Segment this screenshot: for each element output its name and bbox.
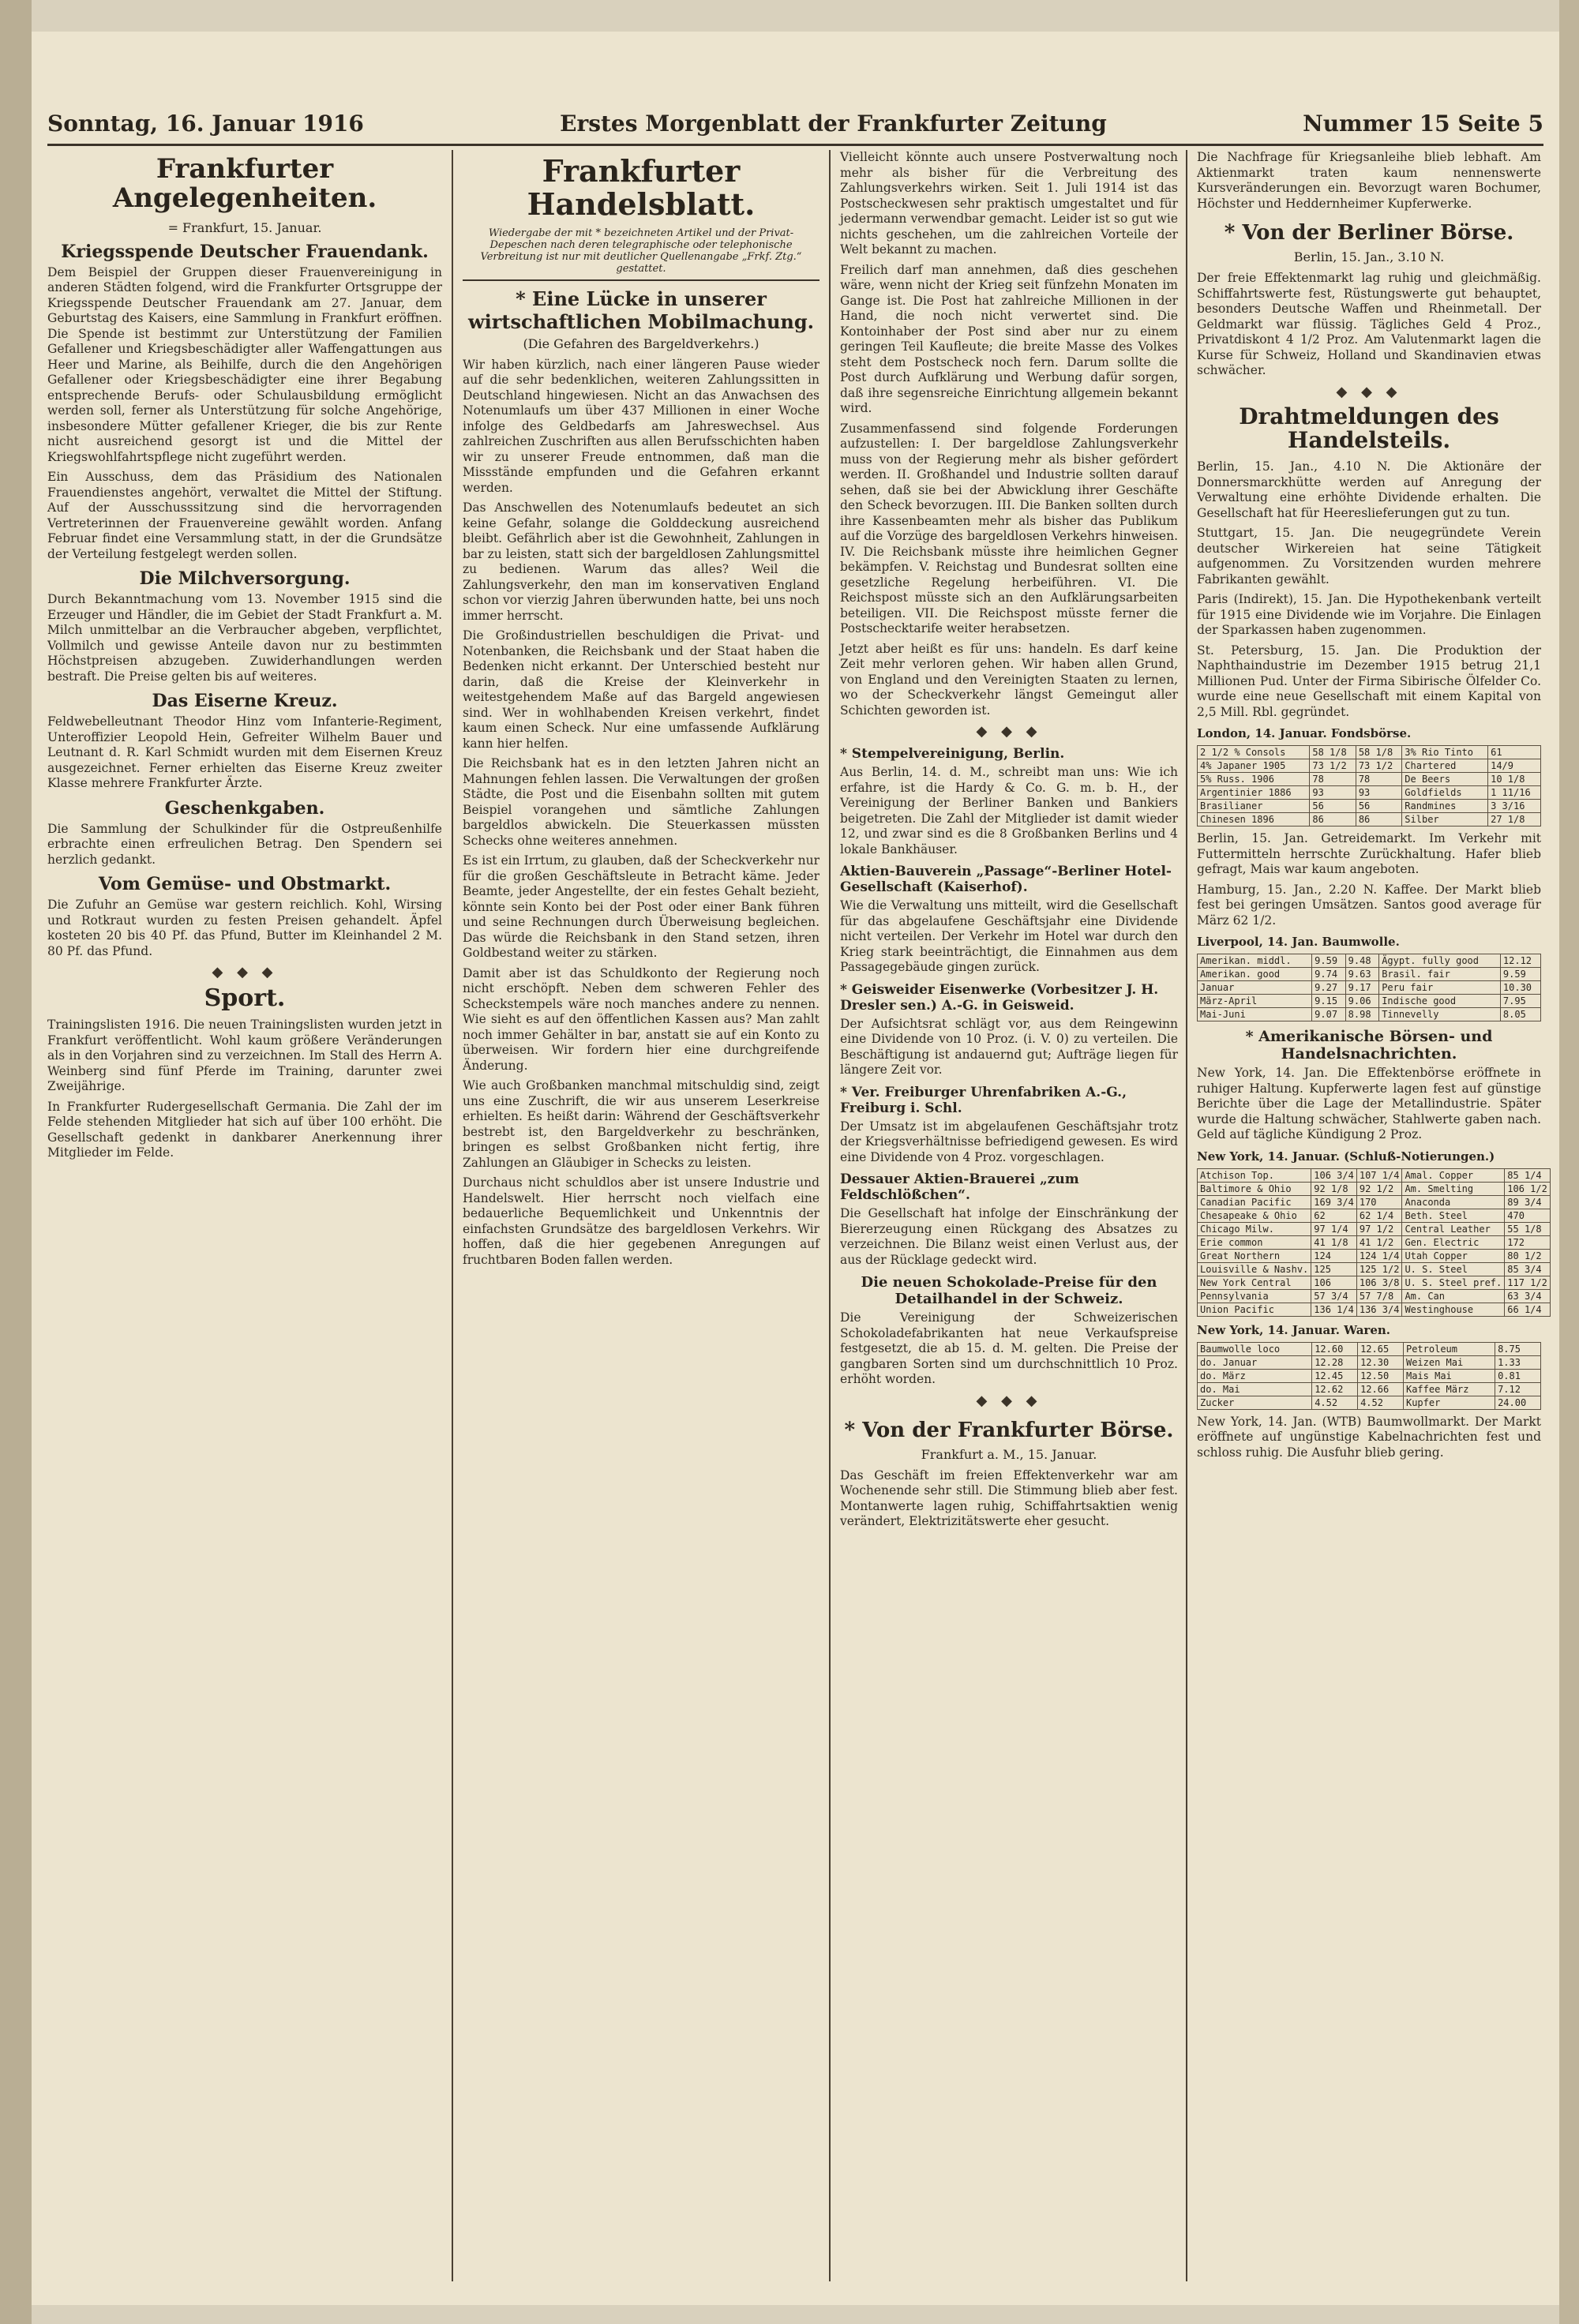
table-cell: 56 [1310, 800, 1356, 813]
table-cell: 97 1/2 [1356, 1222, 1402, 1235]
table-cell: 125 1/2 [1356, 1262, 1402, 1276]
table-cell: 63 3/4 [1505, 1289, 1551, 1303]
newspaper-page [32, 32, 1559, 2305]
table-cell: Tinnevelly [1379, 1008, 1501, 1021]
table-cell: do. März [1198, 1369, 1312, 1382]
article-paragraph: Der Umsatz ist im abgelaufenen Geschäftsjahr trotz der Kriegsverhältnisse befriedigend gewesen. Es wird eine Dividende von 4 Proz. vorgeschlagen. [840, 1119, 1178, 1164]
table-row [1198, 1182, 1551, 1195]
table-cell: 470 [1505, 1209, 1551, 1222]
article-heading: * Von der Frankfurter Börse. [844, 1418, 1174, 1442]
dateline: Berlin, 15. Jan., 3.10 N. [1293, 249, 1445, 264]
table-row [1198, 995, 1541, 1008]
table-cell: 0.81 [1495, 1369, 1541, 1382]
table-row [1198, 1369, 1541, 1382]
table-row [1198, 1262, 1551, 1276]
table-cell: 9.17 [1345, 981, 1379, 995]
column-divider [829, 150, 831, 2281]
article-paragraph: Das Anschwellen des Notenumlaufs bedeutet an sich keine Gefahr, solange die Golddeckung ausreichend bleibt. Gefährlich aber ist die Gewohnheit, Zahlungen in bar zu leisten, statt sich der bargeldlosen Zahlungsmittel zu bedienen. Warum das alles? Weil die Zahlungsverkehr, den man im konservativen England schon vor vierzig Jahren überwunden hatte, bei uns noch immer herrscht. [463, 500, 820, 623]
table-row [1198, 1195, 1551, 1209]
table-cell: 58 1/8 [1310, 746, 1356, 759]
table-cell: Brasilianer [1198, 800, 1310, 813]
article-paragraph: Die Reichsbank hat es in den letzten Jahren nicht an Mahnungen fehlen lassen. Die Verwaltungen der großen Städte, die Post und die Eisenbahn sollten mit gutem Beispiel vorangehen und sämtliche Zahlungen bargeldlos abwickeln. Die Steuerkassen müssten Schecks ohne weiteres annehmen. [463, 756, 820, 848]
masthead-date: Sonntag, 16. Januar 1916 [47, 110, 364, 137]
table-cell: 124 [1311, 1249, 1357, 1262]
table-cell: Louisville & Nashv. [1198, 1262, 1311, 1276]
table-cell: Am. Can [1402, 1289, 1505, 1303]
table-cell: 7.12 [1495, 1382, 1541, 1396]
table-cell: 93 [1356, 786, 1401, 800]
table-cell: Chinesen 1896 [1198, 813, 1310, 827]
table-cell: 9.59 [1500, 968, 1540, 981]
table-cell: 86 [1356, 813, 1401, 827]
table-cell: 1.33 [1495, 1355, 1541, 1369]
article-paragraph: Stuttgart, 15. Jan. Die neugegründete Verein deutscher Wirkereien hat seine Tätigkeit aufgenommen. Zu Vorsitzenden wurden mehrere Fabrikanten gewählt. [1197, 526, 1541, 587]
article-paragraph: Die Zufuhr an Gemüse war gestern reichlich. Kohl, Wirsing und Rotkraut wurden zu festen Preisen gehandelt. Äpfel kosteten 20 bis 40 Pf. das Pfund, Butter im Kleinhandel 2 M. 80 Pf. das Pfund. [47, 898, 442, 958]
article-paragraph: Hamburg, 15. Jan., 2.20 N. Kaffee. Der Markt blieb fest bei geringen Umsätzen. Santos good average für März 62 1/2. [1197, 882, 1541, 928]
table-cell: 106 1/2 [1505, 1182, 1551, 1195]
table-cell: Erie common [1198, 1235, 1311, 1249]
table-cell: 12.45 [1312, 1369, 1358, 1382]
article-heading: Aktien-Bauverein „Passage“-Berliner Hotel-Gesellschaft (Kaiserhof). [840, 864, 1172, 895]
table-cell: Januar [1198, 981, 1312, 995]
table-cell: New York Central [1198, 1276, 1311, 1289]
table-cell: 9.06 [1345, 995, 1379, 1008]
new-york-commodities-table [1197, 1342, 1541, 1410]
article-paragraph: Es ist ein Irrtum, zu glauben, daß der Scheckverkehr nur für die großen Geschäftsleute in Betracht käme. Jeder Beamte, jeder Angestellte, der ein festes Gehalt bezieht, könnte sein Konto bei der Post oder einer Bank führen und seine Rechnungen durch Überweisung begleichen. Das würde die Reichsbank in den Stand setzen, ihren Goldbestand weiter zu stärken. [463, 853, 820, 961]
reproduction-note: Wiedergabe der mit * bezeichneten Artikel und der Privat-Depeschen nach deren telegraphische oder telephonische Verbreitung ist nur mit deutlicher Quellenangabe „Frkf. Ztg.“ gestattet. [480, 227, 802, 275]
section-title-business: Frankfurter Handelsblatt. [527, 153, 756, 222]
article-heading: Die neuen Schokolade-Preise für den Detailhandel in der Schweiz. [861, 1274, 1157, 1307]
divider-ornament: ◆ ◆ ◆ [976, 723, 1042, 740]
table-cell: 136 3/4 [1356, 1303, 1402, 1316]
table-title: London, 14. Januar. Fondsbörse. [1197, 726, 1412, 741]
table-row [1198, 746, 1541, 759]
masthead-paper-title: Erstes Morgenblatt der Frankfurter Zeitung [560, 110, 1107, 137]
dateline: = Frankfurt, 15. Januar. [167, 219, 322, 235]
section-title-sport: Sport. [204, 984, 286, 1013]
table-cell: Baumwolle loco [1198, 1342, 1312, 1355]
table-row [1198, 1235, 1551, 1249]
article-paragraph: New York, 14. Jan. Die Effektenbörse eröffnete in ruhiger Haltung. Kupferwerte lagen fest auf günstige Berichte über die Lage der Metallindustrie. Später wurde die Haltung schwächer, Stahlwerte gaben nach. Geld auf tägliche Kündigung 2 Proz. [1197, 1066, 1541, 1142]
table-cell: 124 1/4 [1356, 1249, 1402, 1262]
table-cell: 117 1/2 [1505, 1276, 1551, 1289]
table-row [1198, 1209, 1551, 1222]
table-cell: 57 3/4 [1311, 1289, 1357, 1303]
table-cell: 85 3/4 [1505, 1262, 1551, 1276]
table-cell: 2 1/2 % Consols [1198, 746, 1310, 759]
table-row [1198, 1382, 1541, 1396]
table-cell: 136 1/4 [1311, 1303, 1357, 1316]
table-cell: März-April [1198, 995, 1312, 1008]
table-cell: Chartered [1402, 759, 1488, 773]
table-cell: 93 [1310, 786, 1356, 800]
table-row [1198, 981, 1541, 995]
table-cell: 9.63 [1345, 968, 1379, 981]
page-left-edge [0, 0, 32, 2324]
table-cell: Pennsylvania [1198, 1289, 1311, 1303]
table-cell: Petroleum [1403, 1342, 1495, 1355]
column-business [463, 150, 820, 2289]
table-cell: 62 [1311, 1209, 1357, 1222]
article-paragraph: Die Gesellschaft hat infolge der Einschränkung der Biererzeugung einen Rückgang des Absatzes zu verzeichnen. Die Bilanz weist einen Verlust aus, der aus der Rücklage gedeckt wird. [840, 1206, 1178, 1267]
table-cell: 3% Rio Tinto [1402, 746, 1488, 759]
table-cell: 41 1/8 [1311, 1235, 1357, 1249]
table-cell: Kaffee März [1403, 1382, 1495, 1396]
masthead-rule [47, 144, 1543, 146]
table-cell: Central Leather [1402, 1222, 1505, 1235]
table-cell: 12.50 [1358, 1369, 1404, 1382]
article-heading: Vom Gemüse- und Obstmarkt. [98, 874, 392, 895]
liverpool-cotton-table [1197, 954, 1541, 1021]
table-cell: 27 1/8 [1488, 813, 1541, 827]
table-cell: 172 [1505, 1235, 1551, 1249]
table-cell: 58 1/8 [1356, 746, 1401, 759]
article-paragraph: Die Vereinigung der Schweizerischen Schokoladefabrikanten hat neue Verkaufspreise festgesetzt, die ab 15. d. M. gelten. Die Preise der gangbaren Sorten sind um durchschnittlich 10 Proz. erhöht worden. [840, 1310, 1178, 1386]
table-row [1198, 773, 1541, 786]
table-cell: 56 [1356, 800, 1401, 813]
article-heading: * Ver. Freiburger Uhrenfabriken A.-G., Freiburg i. Schl. [840, 1084, 1127, 1116]
table-cell: 92 1/8 [1311, 1182, 1357, 1195]
table-cell: 12.66 [1358, 1382, 1404, 1396]
article-paragraph: Der freie Effektenmarkt lag ruhig und gleichmäßig. Schiffahrtswerte fest, Rüstungswerte gut behauptet, besonders Deutsche Waffen und Rheinmetall. Der Geldmarkt war flüssig. Tägliches Geld 4 Proz., Privatdiskont 4 1/2 Proz. Am Valutenmarkt lagen die Kurse für Schweiz, Holland und Skandinavien etwas schwächer. [1197, 271, 1541, 377]
table-row [1198, 813, 1541, 827]
table-row [1198, 800, 1541, 813]
table-cell: Silber [1402, 813, 1488, 827]
new-york-quotes-table [1197, 1168, 1551, 1317]
table-cell: 107 1/4 [1356, 1168, 1402, 1182]
table-cell: Utah Copper [1402, 1249, 1505, 1262]
table-cell: 10 1/8 [1488, 773, 1541, 786]
table-cell: 85 1/4 [1505, 1168, 1551, 1182]
table-cell: 9.74 [1312, 968, 1346, 981]
table-cell: 1 11/16 [1488, 786, 1541, 800]
london-quotes-table [1197, 745, 1541, 827]
table-title: Liverpool, 14. Jan. Baumwolle. [1197, 935, 1400, 950]
table-cell: Weizen Mai [1403, 1355, 1495, 1369]
table-cell: 73 1/2 [1310, 759, 1356, 773]
table-cell: 78 [1310, 773, 1356, 786]
article-paragraph: Zusammenfassend sind folgende Forderungen aufzustellen: I. Der bargeldlose Zahlungsverkehr muss von der Regierung mehr als bisher gefördert werden. II. Großhandel und Industrie sollten darauf sehen, daß sie bei der Abwicklung ihrer Geschäfte den Scheck bevorzugen. III. Die Banken sollten durch ihre Kassenbeamten mehr als bisher das Publikum auf die Vorzüge des bargeldlosen Verkehrs hinweisen. IV. Die Reichsbank müsste ihre heimlichen Gegner bekämpfen. V. Reichstag und Bundesrat sollten eine gesetzliche Regelung herbeiführen. VI. Die Reichspost müsste sich an den Aufklärungsarbeiten beteiligen. VII. Die Reichspost müsste ferner die Postschecktarife weiter herabsetzen. [840, 421, 1178, 635]
table-cell: Union Pacific [1198, 1303, 1311, 1316]
table-cell: 9.07 [1312, 1008, 1346, 1021]
table-cell: Baltimore & Ohio [1198, 1182, 1311, 1195]
table-cell: U. S. Steel pref. [1402, 1276, 1505, 1289]
table-cell: 62 1/4 [1356, 1209, 1402, 1222]
article-heading: Kriegsspende Deutscher Frauendank. [61, 241, 429, 262]
table-cell: Peru fair [1379, 981, 1501, 995]
article-heading: Die Milchversorgung. [139, 568, 351, 590]
table-row [1198, 968, 1541, 981]
table-cell: 106 3/8 [1356, 1276, 1402, 1289]
article-paragraph: Die Nachfrage für Kriegsanleihe blieb lebhaft. Am Aktienmarkt traten kaum nennenswerte Kursveränderungen ein. Bevorzugt waren Bochumer, Höchster und Heddernheimer Kupferwerke. [1197, 150, 1541, 211]
table-cell: 5% Russ. 1906 [1198, 773, 1310, 786]
table-cell: U. S. Steel [1402, 1262, 1505, 1276]
article-paragraph: Feldwebelleutnant Theodor Hinz vom Infanterie-Regiment, Unteroffizier Leopold Hein, Gefreiter Wilhelm Bauer und Leutnant d. R. Karl Schmidt wurden mit dem Eisernen Kreuz ausgezeichnet. Ferner erhielten das Eiserne Kreuz zweiter Klasse mehrere Frankfurter Ärzte. [47, 714, 442, 791]
table-cell: Amerikan. middl. [1198, 954, 1312, 968]
article-paragraph: New York, 14. Jan. (WTB) Baumwollmarkt. Der Markt eröffnete auf ungünstige Kabelnachrichten fest und schloss ruhig. Die Ausfuhr blieb gering. [1197, 1414, 1541, 1460]
table-cell: 4.52 [1312, 1396, 1358, 1409]
table-cell: 8.05 [1500, 1008, 1540, 1021]
article-paragraph: Wie auch Großbanken manchmal mitschuldig sind, zeigt uns eine Zuschrift, die wir aus unserem Leserkreise erhielten. Es heißt darin: Während der Geschäftsverkehr bestrebt ist, den Bargeldverkehr zu beschränken, bringen es selbst Großbanken nicht fertig, ihre Zahlungen an Gläubiger in Schecks zu leisten. [463, 1078, 820, 1170]
table-cell: 4% Japaner 1905 [1198, 759, 1310, 773]
table-cell: 57 7/8 [1356, 1289, 1402, 1303]
table-cell: 12.65 [1358, 1342, 1404, 1355]
table-cell: 9.27 [1312, 981, 1346, 995]
article-heading: Dessauer Aktien-Brauerei „zum Feldschlößchen“. [840, 1171, 1079, 1203]
article-paragraph: Der Aufsichtsrat schlägt vor, aus dem Reingewinn eine Dividende von 10 Proz. (i. V. 0) zu verteilen. Die Beschäftigung ist andauernd gut; Aufträge liegen für längere Zeit vor. [840, 1016, 1178, 1077]
table-cell: 169 3/4 [1311, 1195, 1357, 1209]
article-heading: * Stempelvereinigung, Berlin. [840, 746, 1065, 762]
article-paragraph: In Frankfurter Rudergesellschaft Germania. Die Zahl der im Felde stehenden Mitglieder hat sich auf über 100 erhöht. Die Gesellschaft gedenkt in dankbarer Anerkennung ihrer Mitglieder im Felde. [47, 1099, 442, 1160]
table-cell: 4.52 [1358, 1396, 1404, 1409]
table-row [1198, 1342, 1541, 1355]
table-cell: 66 1/4 [1505, 1303, 1551, 1316]
table-row [1198, 1396, 1541, 1409]
table-cell: Randmines [1402, 800, 1488, 813]
table-cell: 89 3/4 [1505, 1195, 1551, 1209]
table-cell: Ägypt. fully good [1379, 954, 1501, 968]
table-cell: Anaconda [1402, 1195, 1505, 1209]
table-row [1198, 1222, 1551, 1235]
article-paragraph: Berlin, 15. Jan., 4.10 N. Die Aktionäre der Donnersmarckhütte werden auf Anregung der Verwaltung eine erhöhte Dividende erhalten. Die Gesellschaft hat für Heereslieferungen gut zu tun. [1197, 459, 1541, 520]
table-cell: 92 1/2 [1356, 1182, 1402, 1195]
table-cell: Brasil. fair [1379, 968, 1501, 981]
table-cell: Zucker [1198, 1396, 1312, 1409]
table-cell: 10.30 [1500, 981, 1540, 995]
table-cell: 9.48 [1345, 954, 1379, 968]
table-cell: Mais Mai [1403, 1369, 1495, 1382]
table-row [1198, 1008, 1541, 1021]
table-cell: 78 [1356, 773, 1401, 786]
table-cell: do. Mai [1198, 1382, 1312, 1396]
article-paragraph: Die Großindustriellen beschuldigen die Privat- und Notenbanken, die Reichsbank und der Staat haben die Bedenken nicht erkannt. Der Unterschied besteht nur darin, daß die Kreise der Kleinverkehr in weitestgehendem Maße auf das Bargeld angewiesen sind. Wer in wohlhabenden Kreisen verkehrt, findet kaum einen Scheck. Nur eine umfassende Aufklärung kann hier helfen. [463, 628, 820, 751]
table-cell: 125 [1311, 1262, 1357, 1276]
article-heading: Das Eiserne Kreuz. [152, 691, 338, 712]
table-cell: 12.60 [1312, 1342, 1358, 1355]
article-heading: Geschenkgaben. [164, 797, 325, 819]
table-cell: 9.59 [1312, 954, 1346, 968]
table-cell: 12.62 [1312, 1382, 1358, 1396]
table-cell: Chicago Milw. [1198, 1222, 1311, 1235]
table-cell: 86 [1310, 813, 1356, 827]
divider-ornament: ◆ ◆ ◆ [212, 964, 278, 981]
article-paragraph: Paris (Indirekt), 15. Jan. Die Hypothekenbank verteilt für 1915 eine Dividende wie im Vorjahre. Die Einlagen der Sparkassen haben zugenommen. [1197, 592, 1541, 638]
article-paragraph: Die Sammlung der Schulkinder für die Ostpreußenhilfe erbrachte einen erfreulichen Betrag. Den Spendern sei herzlich gedankt. [47, 821, 442, 867]
table-cell: Gen. Electric [1402, 1235, 1505, 1249]
table-row [1198, 1168, 1551, 1182]
divider-ornament: ◆ ◆ ◆ [1336, 383, 1402, 400]
article-paragraph: Wir haben kürzlich, nach einer längeren Pause wieder auf die sehr bedenklichen, weiteren Zahlungssitten in Deutschland hingewiesen. Nicht an das Anwachsen des Notenumlaufs um über 437 Millionen in einer Woche infolge des Geldbedarfs am Jahreswechsel. Aus zahlreichen Zuschriften aus allen Berufsschichten haben wir zu unserer Freude entnommen, daß man die Missstände empfunden und die Gefahren erkannt werden. [463, 357, 820, 495]
column-divider [452, 150, 453, 2281]
table-cell: 106 [1311, 1276, 1357, 1289]
table-cell: Atchison Top. [1198, 1168, 1311, 1182]
divider-ornament: ◆ ◆ ◆ [976, 1392, 1042, 1409]
table-title: New York, 14. Januar. (Schluß-Notierungen.) [1197, 1149, 1495, 1164]
article-paragraph: Das Geschäft im freien Effektenverkehr war am Wochenende sehr still. Die Stimmung blieb aber fest. Montanwerte lagen ruhig, Schiffahrtsaktien wenig verändert, Elektrizitätswerte eher gesucht. [840, 1467, 1178, 1528]
page-right-edge [1559, 0, 1579, 2324]
table-cell: 12.12 [1500, 954, 1540, 968]
article-paragraph: Trainingslisten 1916. Die neuen Trainingslisten wurden jetzt in Frankfurt veröffentlicht. Wohl kaum größere Veränderungen als in den Vorjahren sind zu verzeichnen. Im Stall des Herrn A. Weinberg sind fünf Pferde im Training, darunter zwei Zweijährige. [47, 1018, 442, 1094]
table-cell: Indische good [1379, 995, 1501, 1008]
table-cell: 61 [1488, 746, 1541, 759]
article-paragraph: Durchaus nicht schuldlos aber ist unsere Industrie und Handelswelt. Hier herrscht noch vielfach eine bedauerliche Bequemlichkeit und Unkenntnis der einfachsten Grundsätze des bargeldlosen Verkehrs. Wir hoffen, daß die hier gegebenen Anregungen auf fruchtbaren Boden fallen werden. [463, 1175, 820, 1267]
column-divider [1186, 150, 1187, 2281]
table-cell: Amal. Copper [1402, 1168, 1505, 1182]
table-row [1198, 786, 1541, 800]
table-cell: 9.15 [1312, 995, 1346, 1008]
article-paragraph: Wie die Verwaltung uns mitteilt, wird die Gesellschaft für das abgelaufene Geschäftsjahr eine Dividende nicht verteilen. Der Verkehr im Hotel war durch den Krieg stark beeinträchtigt, die Einnahmen aus dem Passagegebäude gingen zurück. [840, 898, 1178, 974]
table-row [1198, 954, 1541, 968]
column-markets [1197, 150, 1547, 2289]
table-cell: 12.28 [1312, 1355, 1358, 1369]
table-cell: 170 [1356, 1195, 1402, 1209]
table-cell: 8.98 [1345, 1008, 1379, 1021]
article-heading: * Geisweider Eisenwerke (Vorbesitzer J. H. Dresler sen.) A.-G. in Geisweid. [840, 981, 1159, 1014]
table-title: New York, 14. Januar. Waren. [1197, 1322, 1391, 1337]
table-cell: 97 1/4 [1311, 1222, 1357, 1235]
table-row [1198, 759, 1541, 773]
table-cell: De Beers [1402, 773, 1488, 786]
section-rule [463, 279, 820, 281]
masthead-page-number: Nummer 15 Seite 5 [1303, 110, 1543, 137]
table-cell: Beth. Steel [1402, 1209, 1505, 1222]
article-paragraph: Ein Ausschuss, dem das Präsidium des Nationalen Frauendienstes angehört, verwaltet die Mittel der Stiftung. Auf der Ausschusssitzung sind die hervorragenden Vertreterinnen der Frauenvereine gewählt worden. Anfang Februar findet eine Versammlung statt, in der die Grundsätze der Verteilung festgelegt werden sollen. [47, 470, 442, 561]
table-cell: Amerikan. good [1198, 968, 1312, 981]
article-heading: * Von der Berliner Börse. [1224, 221, 1514, 245]
article-heading: * Amerikanische Börsen- und Handelsnachrichten. [1245, 1028, 1493, 1063]
column-business-cont [840, 150, 1178, 2289]
table-cell: 3 3/16 [1488, 800, 1541, 813]
table-cell: Canadian Pacific [1198, 1195, 1311, 1209]
table-cell: 12.30 [1358, 1355, 1404, 1369]
table-row [1198, 1355, 1541, 1369]
article-paragraph: Durch Bekanntmachung vom 13. November 1915 sind die Erzeuger und Händler, die im Gebiet der Stadt Frankfurt a. M. Milch unmittelbar an die Verbraucher abgeben, verpflichtet, Vollmilch und gewisse Anteile davon nur zu bestimmten Höchstpreisen abzugeben. Zuwiderhandlungen werden bestraft. Die Preise gelten bis auf weiteres. [47, 592, 442, 684]
table-cell: Mai-Juni [1198, 1008, 1312, 1021]
table-cell: 24.00 [1495, 1396, 1541, 1409]
table-cell: Argentinier 1886 [1198, 786, 1310, 800]
article-paragraph: Vielleicht könnte auch unsere Postverwaltung noch mehr als bisher für die Verbreitung des Zahlungsverkehrs wirken. Seit 1. Juli 1914 ist das Postscheckwesen sehr praktisch umgestaltet und für jedermann verwendbar gemacht. Leider ist so gut wie nichts geschehen, um die zahlreichen Vorteile der Welt bekannt zu machen. [840, 150, 1178, 257]
table-cell: 55 1/8 [1505, 1222, 1551, 1235]
article-paragraph: Jetzt aber heißt es für uns: handeln. Es darf keine Zeit mehr verloren gehen. Wir haben allen Grund, von England und den Vereinigten Staaten zu lernen, wo der Scheckverkehr längst Gemeingut aller Schichten geworden ist. [840, 641, 1178, 718]
table-cell: 80 1/2 [1505, 1249, 1551, 1262]
column-local-news [47, 150, 442, 2289]
table-cell: 7.95 [1500, 995, 1540, 1008]
article-paragraph: Dem Beispiel der Gruppen dieser Frauenvereinigung in anderen Städten folgend, wird die Frankfurter Ortsgruppe der Kriegsspende Deutscher Frauendank am 27. Januar, dem Geburtstag des Kaisers, eine Sammlung in Frankfurt eröffnen. Die Spende ist bestimmt zur Unterstützung der Familien Gefallener und Kriegsbeschädigter aller Waffengattungen aus Heer und Marine, als Beihilfe, durch die den Angehörigen Gefallener oder Kriegsbeschädigter eine ihrer Begabung entsprechende Berufs- oder Schulausbildung ermöglicht werden soll, ferner als Unterstützung für solche Angehörige, insbesondere Mütter gefallener Krieger, die bis zur Rente nicht ausreichend gesorgt ist und die Mittel der Kriegswohlfahrtspflege nicht zugeführt werden. [47, 264, 442, 464]
table-cell: Chesapeake & Ohio [1198, 1209, 1311, 1222]
table-cell: Kupfer [1403, 1396, 1495, 1409]
table-row [1198, 1303, 1551, 1316]
table-cell: Great Northern [1198, 1249, 1311, 1262]
article-subheading: (Die Gefahren des Bargeldverkehrs.) [523, 335, 759, 351]
article-paragraph: Aus Berlin, 14. d. M., schreibt man uns: Wie ich erfahre, ist die Hardy & Co. G. m. b. H., der Vereinigung der Berliner Banken und Bankiers beigetreten. Die Zahl der Mitglieder ist damit wieder 12, und zwar sind es die 8 Großbanken Berlins und 4 lokale Bankhäuser. [840, 765, 1178, 857]
article-heading: * Eine Lücke in unserer wirtschaftlichen Mobilmachung. [467, 287, 815, 333]
table-cell: 14/9 [1488, 759, 1541, 773]
table-cell: 73 1/2 [1356, 759, 1401, 773]
article-paragraph: Berlin, 15. Jan. Getreidemarkt. Im Verkehr mit Futtermitteln herrschte Zurückhaltung. Hafer blieb gefragt, Mais war kaum angeboten. [1197, 831, 1541, 877]
article-paragraph: Damit aber ist das Schuldkonto der Regierung noch nicht erschöpft. Neben dem schweren Fehler des Scheckstempels wäre noch manches andere zu nennen. Wie sieht es auf den öffentlichen Kassen aus? Man zahlt noch immer Gehälter in bar, anstatt sie auf ein Konto zu überweisen. Wir fordern hier eine durchgreifende Änderung. [463, 965, 820, 1073]
table-cell: 41 1/2 [1356, 1235, 1402, 1249]
dateline: Frankfurt a. M., 15. Januar. [921, 1446, 1097, 1462]
table-cell: Goldfields [1402, 786, 1488, 800]
table-cell: 8.75 [1495, 1342, 1541, 1355]
article-paragraph: Freilich darf man annehmen, daß dies geschehen wäre, wenn nicht der Krieg seit fünfzehn Monaten im Gange ist. Die Post hat zahlreiche Millionen in der Hand, die noch nicht verwertet sind. Die Kontoinhaber der Post sind aber nur zu einem geringen Teil Kaufleute; die breite Masse des Volkes steht dem Postscheck noch fern. Darum sollte die Post durch Aufklärung und Werbung dafür sorgen, daß ihre segensreiche Einrichtung allgemein bekannt wird. [840, 262, 1178, 415]
table-row [1198, 1249, 1551, 1262]
article-paragraph: St. Petersburg, 15. Jan. Die Produktion der Naphthaindustrie im Dezember 1915 betrug 21,1 Millionen Pud. Unter der Firma Sibirische Ölfelder Co. wurde eine neue Gesellschaft mit einem Kapital von 2,5 Mill. Rbl. gegründet. [1197, 643, 1541, 719]
table-cell: Am. Smelting [1402, 1182, 1505, 1195]
article-heading: Drahtmeldungen des Handelsteils. [1239, 403, 1499, 454]
section-title-local: Frankfurter Angelegenheiten. [112, 153, 377, 215]
table-cell: 106 3/4 [1311, 1168, 1357, 1182]
masthead [47, 107, 1543, 139]
table-cell: Westinghouse [1402, 1303, 1505, 1316]
table-cell: do. Januar [1198, 1355, 1312, 1369]
table-row [1198, 1276, 1551, 1289]
table-row [1198, 1289, 1551, 1303]
